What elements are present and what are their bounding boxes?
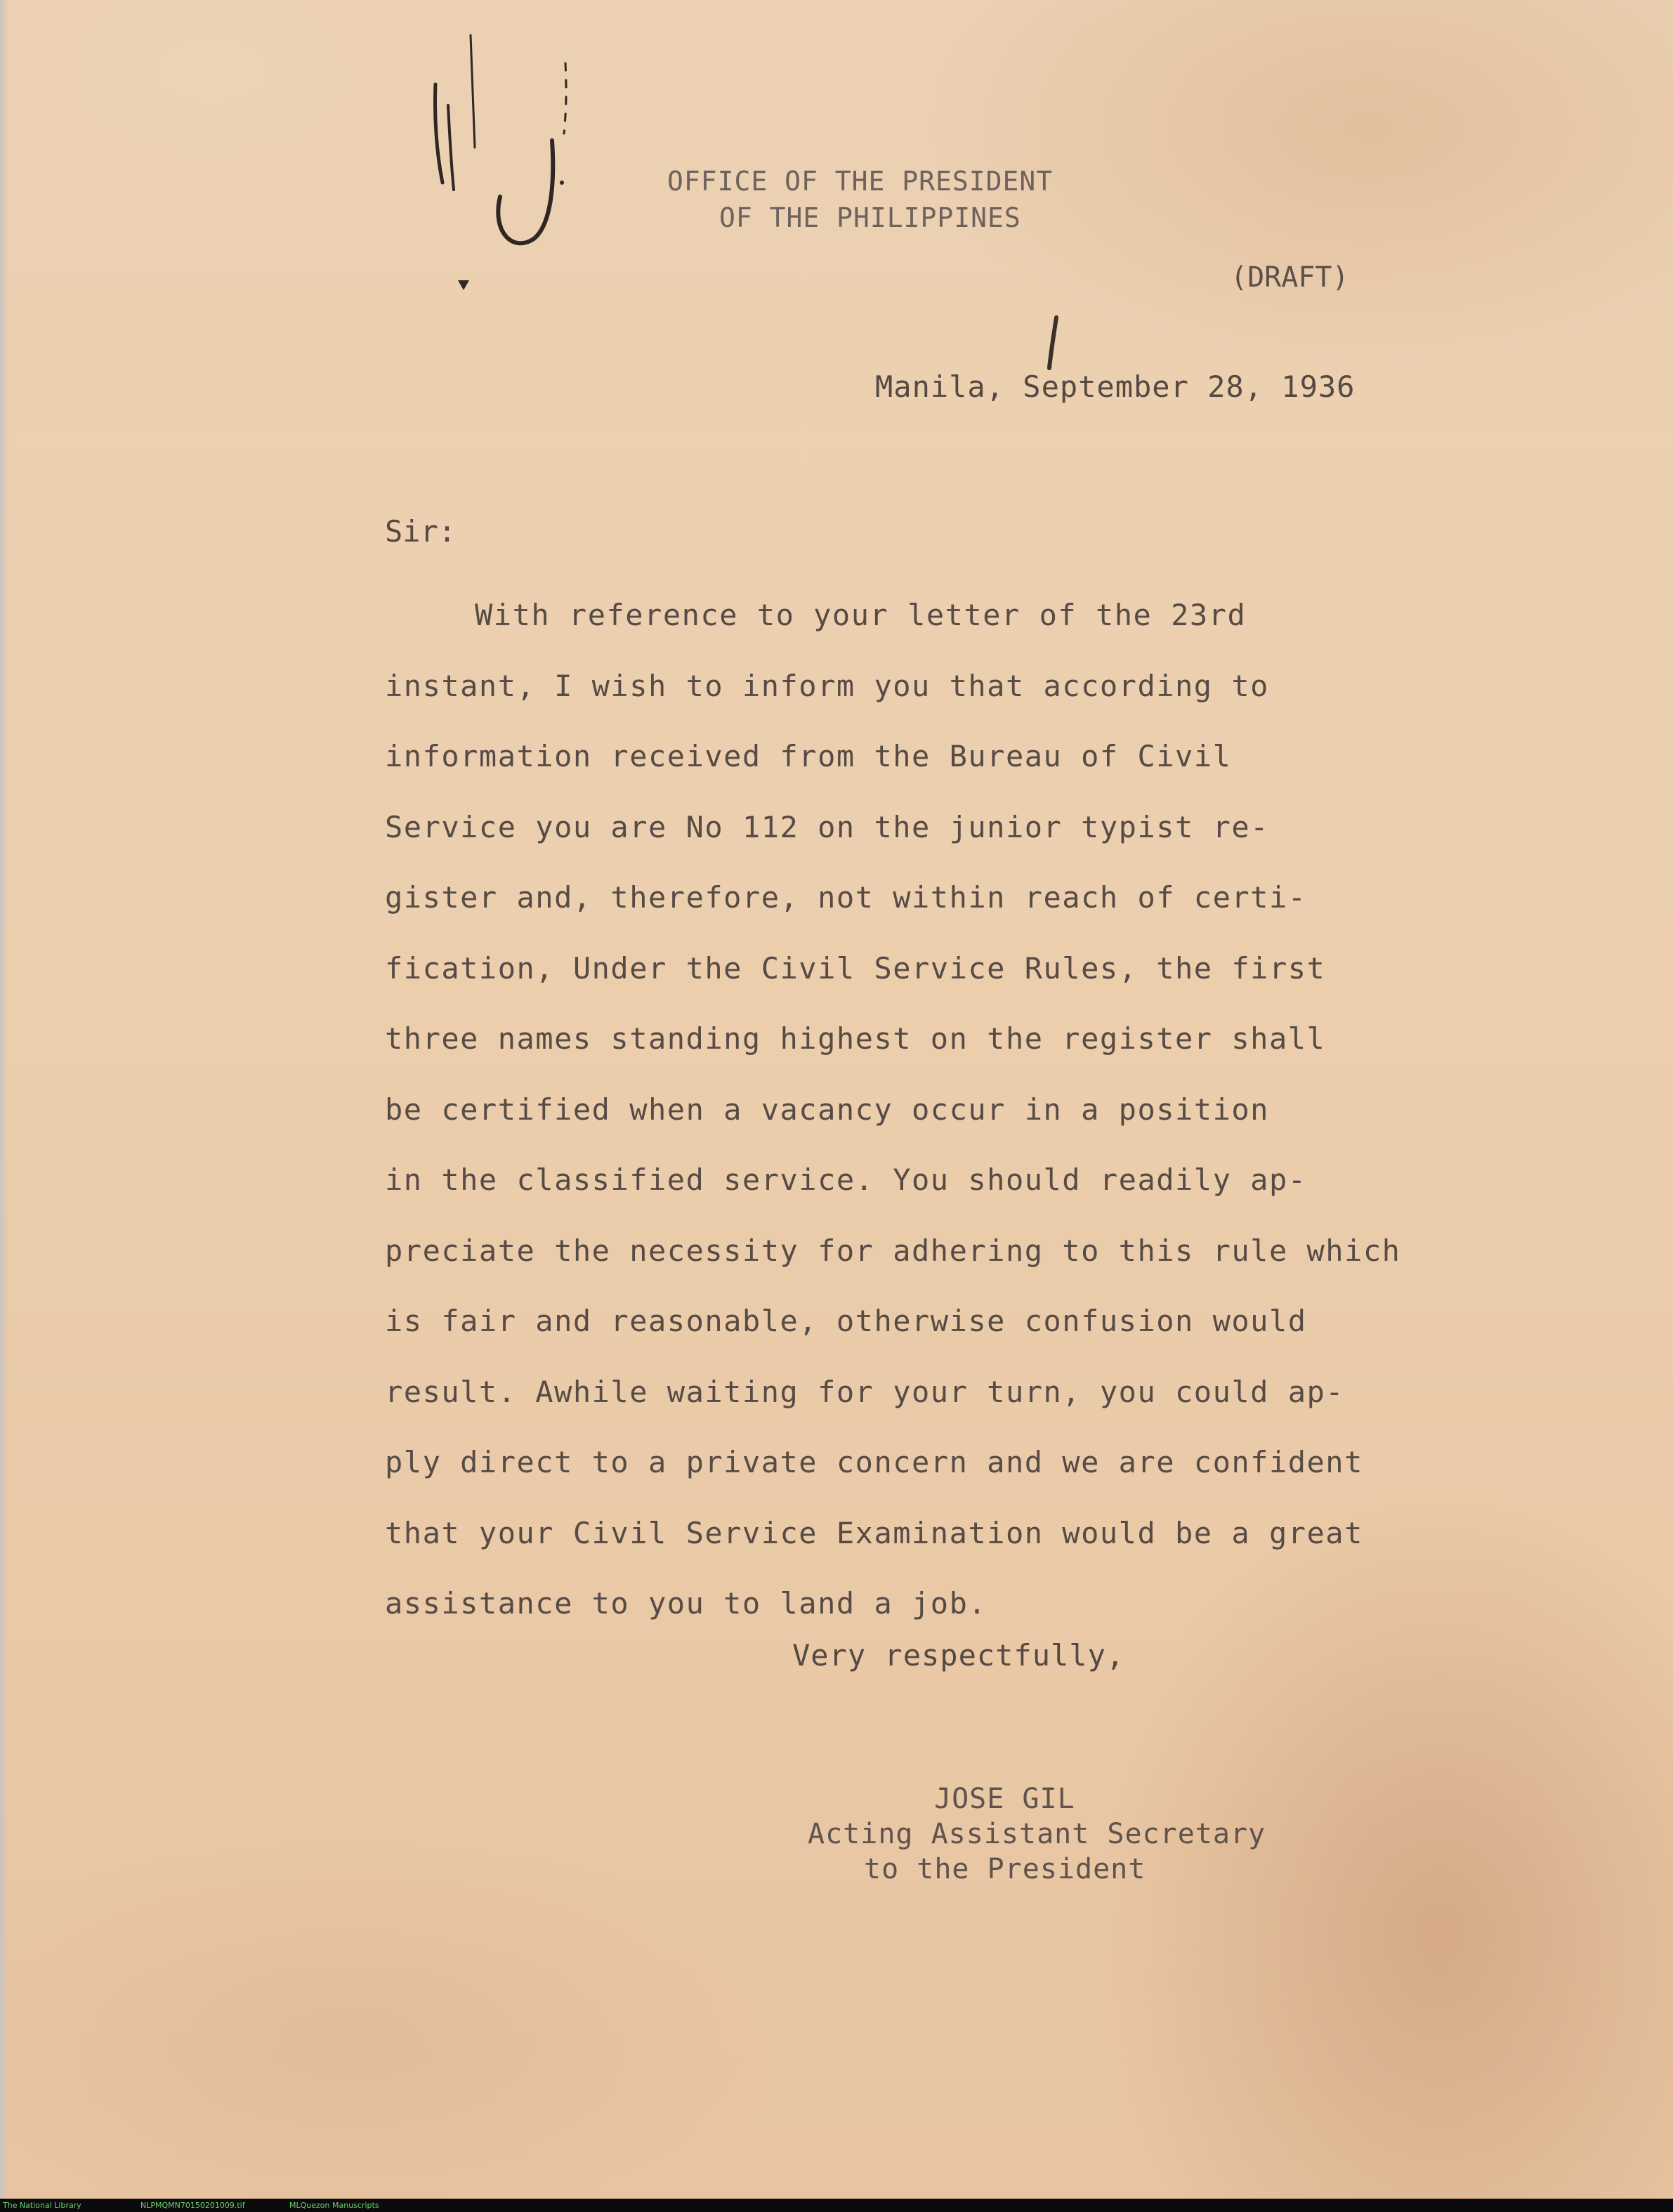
letter-date: Manila, September 28, 1936 xyxy=(875,369,1356,404)
body-line: be certified when a vacancy occur in a position xyxy=(385,1092,1269,1127)
body-line: three names standing highest on the register shall xyxy=(385,1021,1326,1056)
body-line: that your Civil Service Examination would be a great xyxy=(385,1515,1363,1550)
draft-label: (DRAFT) xyxy=(1231,261,1349,294)
body-line: gister and, therefore, not within reach of certi- xyxy=(385,880,1307,915)
ink-tick-mark xyxy=(1045,315,1062,371)
signatory-title-line-2: to the President xyxy=(864,1853,1146,1885)
letterhead-line-2: OF THE PHILIPPINES xyxy=(719,202,1021,233)
body-line: is fair and reasonable, otherwise confusion would xyxy=(385,1304,1307,1338)
body-line: result. Awhile waiting for your turn, you could ap- xyxy=(385,1374,1345,1409)
letterhead xyxy=(632,163,1166,236)
letter-body xyxy=(385,580,1401,1640)
letterhead-line-1: OFFICE OF THE PRESIDENT xyxy=(667,166,1054,197)
body-line: information received from the Bureau of Civil xyxy=(385,739,1232,773)
body-line: assistance to you to land a job. xyxy=(385,1586,988,1621)
ink-dot-mark xyxy=(457,277,471,292)
body-line: fication, Under the Civil Service Rules, the first xyxy=(385,950,1326,986)
salutation: Sir: xyxy=(385,514,457,549)
page-edge-shadow xyxy=(0,0,8,2199)
footer-collection: MLQuezon Manuscripts xyxy=(289,2201,379,2210)
signature-block xyxy=(808,1781,1266,1887)
scan-footer-bar xyxy=(0,2199,1673,2212)
body-line: preciate the necessity for adhering to this rule which xyxy=(385,1233,1401,1268)
body-line: Service you are No 112 on the junior typist re- xyxy=(385,809,1269,844)
signatory-name: JOSE GIL xyxy=(934,1783,1075,1815)
body-line: With reference to your letter of the 23rd xyxy=(475,598,1247,632)
footer-filename: NLPMQMN70150201009.tif xyxy=(140,2201,245,2210)
body-line: in the classified service. You should readily ap- xyxy=(385,1163,1307,1197)
body-line: ply direct to a private concern and we are confident xyxy=(385,1445,1363,1479)
handwritten-initial-mark xyxy=(421,21,590,260)
footer-institution: The National Library xyxy=(3,2201,81,2210)
complimentary-close: Very respectfully, xyxy=(792,1638,1125,1673)
body-line: instant, I wish to inform you that according to xyxy=(385,668,1269,703)
signatory-title-line-1: Acting Assistant Secretary xyxy=(808,1818,1266,1850)
